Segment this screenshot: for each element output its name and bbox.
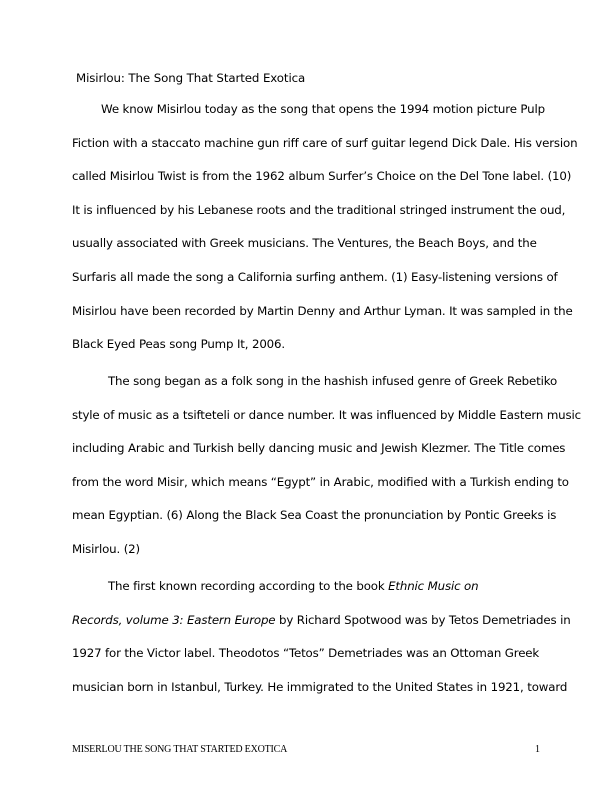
- running-head: MISERLOU THE SONG THAT STARTED EXOTICA: [72, 744, 288, 755]
- paragraph-line: The song began as a folk song in the hashish infused genre of Greek Rebetiko: [108, 374, 558, 388]
- paragraph-line: It is influenced by his Lebanese roots and the traditional stringed instrument the oud,: [72, 202, 566, 217]
- book-title-italic: Ethnic Music on: [388, 579, 479, 593]
- document-title: Misirlou: The Song That Started Exotica: [76, 71, 306, 85]
- paragraph-2: [72, 365, 581, 567]
- paragraph-line: We know Misirlou today as the song that opens the 1994 motion picture Pulp: [101, 102, 545, 116]
- paragraph-1: [72, 93, 578, 362]
- paragraph-3: [72, 570, 571, 704]
- page-number: 1: [535, 744, 540, 755]
- paragraph-line: usually associated with Greek musicians. The Ventures, the Beach Boys, and the: [72, 236, 537, 251]
- paragraph-line: Records, volume 3: Eastern Europe by Richard Spotwood was by Tetos Demetriades in: [72, 612, 571, 627]
- paragraph-line: style of music as a tsifteteli or dance number. It was influenced by Middle Eastern music: [72, 407, 581, 422]
- paragraph-line: 1927 for the Victor label. Theodotos “Tetos” Demetriades was an Ottoman Greek: [72, 646, 540, 661]
- paragraph-line: musician born in Istanbul, Turkey. He immigrated to the United States in 1921, toward: [72, 679, 568, 694]
- paragraph-line: Misirlou. (2): [72, 541, 140, 556]
- paragraph-line: mean Egyptian. (6) Along the Black Sea Coast the pronunciation by Pontic Greeks is: [72, 508, 557, 523]
- paragraph-line: called Misirlou Twist is from the 1962 album Surfer’s Choice on the Del Tone label. (10): [72, 169, 572, 184]
- paragraph-line: including Arabic and Turkish belly dancing music and Jewish Klezmer. The Title comes: [72, 441, 566, 456]
- paragraph-line: from the word Misir, which means “Egypt” in Arabic, modified with a Turkish ending to: [72, 474, 569, 489]
- paragraph-line: Surfaris all made the song a California surfing anthem. (1) Easy-listening versions of: [72, 269, 558, 284]
- paragraph-line: Misirlou have been recorded by Martin Denny and Arthur Lyman. It was sampled in the: [72, 303, 573, 318]
- book-title-italic: Records, volume 3: Eastern Europe: [72, 612, 276, 627]
- paragraph-line: Black Eyed Peas song Pump It, 2006.: [72, 337, 285, 352]
- paragraph-line: The first known recording according to the book Ethnic Music on: [108, 579, 479, 593]
- paragraph-line: Fiction with a staccato machine gun riff care of surf guitar legend Dick Dale. His version: [72, 135, 578, 150]
